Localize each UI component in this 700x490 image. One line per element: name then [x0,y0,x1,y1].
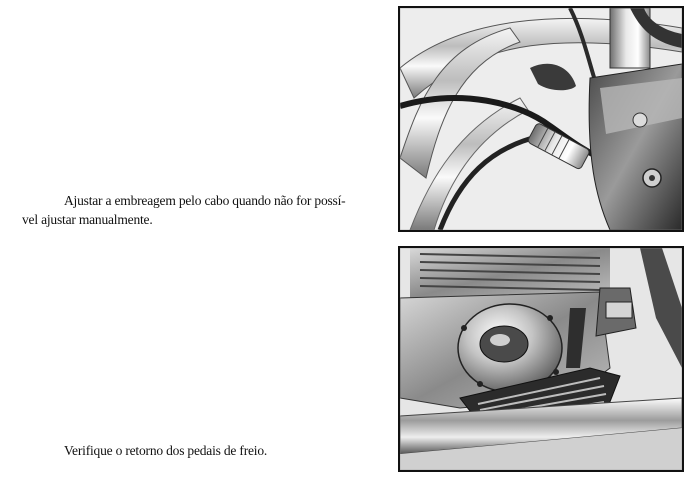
paragraph-line: vel ajustar manualmente. [22,212,153,227]
brake-pedal-illustration [400,248,682,470]
clutch-cable-illustration [400,8,682,230]
paragraph-line: Ajustar a embreagem pelo cabo quando não for possí- [64,193,346,208]
clutch-cable-photo [398,6,684,232]
brake-pedal-paragraph [64,441,267,460]
clutch-adjust-paragraph [22,191,392,229]
paragraph-line: Verifique o retorno dos pedais de freio. [64,443,268,458]
brake-pedal-photo [398,246,684,472]
